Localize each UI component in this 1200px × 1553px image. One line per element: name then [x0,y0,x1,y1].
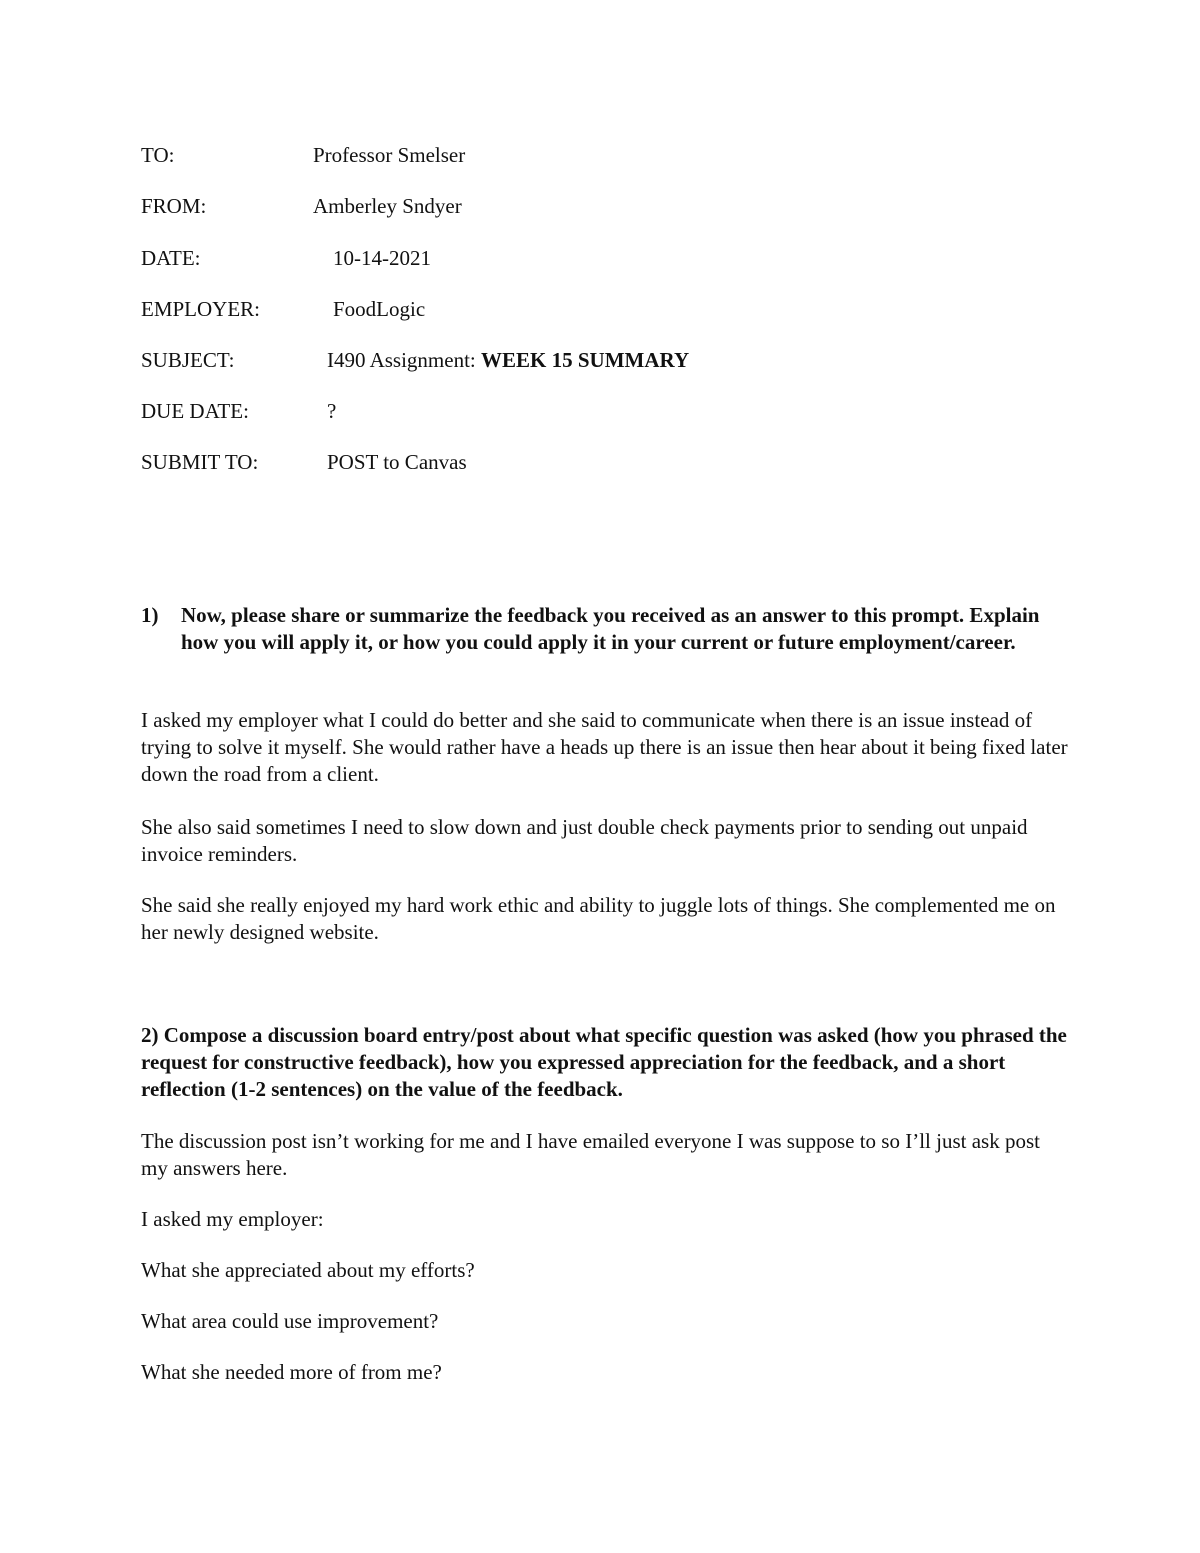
from-value: Amberley Sndyer [313,194,462,218]
answer-2-question-b: What area could use improvement? [141,1309,439,1333]
answer-2-question-c: What she needed more of from me? [141,1360,442,1384]
question-1-text: Now, please share or summarize the feedback you received as an answer to this prompt. Explain how you will apply it, or how you could apply it in your current or future employment/career. [181,603,1040,654]
date-label: DATE: [141,246,201,270]
date-value: 10-14-2021 [333,246,431,270]
subject-prefix: I490 Assignment: [327,348,476,372]
subject-title: WEEK 15 SUMMARY [481,348,690,372]
answer-1-paragraph-1: I asked my employer what I could do better and she said to communicate when there is an issue instead of trying to solve it myself. She would rather have a heads up there is an issue then hear about it being fixed later down the road from a client. [141,708,1068,786]
question-1-number: 1) [141,603,159,627]
answer-1-paragraph-2: She also said sometimes I need to slow down and just double check payments prior to sending out unpaid invoice reminders. [141,815,1028,866]
answer-2-question-a: What she appreciated about my efforts? [141,1258,475,1282]
subject-value [327,348,689,372]
answer-2-paragraph-2: I asked my employer: [141,1207,324,1231]
employer-value: FoodLogic [333,297,426,321]
employer-label: EMPLOYER: [141,297,261,321]
submit-to-value: POST to Canvas [327,450,467,474]
answer-1-paragraph-3: She said she really enjoyed my hard work ethic and ability to juggle lots of things. She complemented me on her newly designed website. [141,893,1056,944]
due-date-label: DUE DATE: [141,399,249,423]
answer-2-paragraph-1: The discussion post isn’t working for me and I have emailed everyone I was suppose to so I’ll just ask post my answers here. [141,1129,1040,1180]
question-1 [141,602,1071,656]
submit-to-label: SUBMIT TO: [141,450,259,474]
from-label: FROM: [141,194,207,218]
to-label: TO: [141,143,175,167]
due-date-value: ? [327,399,337,423]
subject-label: SUBJECT: [141,348,235,372]
to-value: Professor Smelser [313,143,466,167]
question-2: 2) Compose a discussion board entry/post about what specific question was asked (how you phrased the request for constructive feedback), how you expressed appreciation for the feedback, and a short reflection (1-2 sentences) on the value of the feedback. [141,1023,1067,1101]
